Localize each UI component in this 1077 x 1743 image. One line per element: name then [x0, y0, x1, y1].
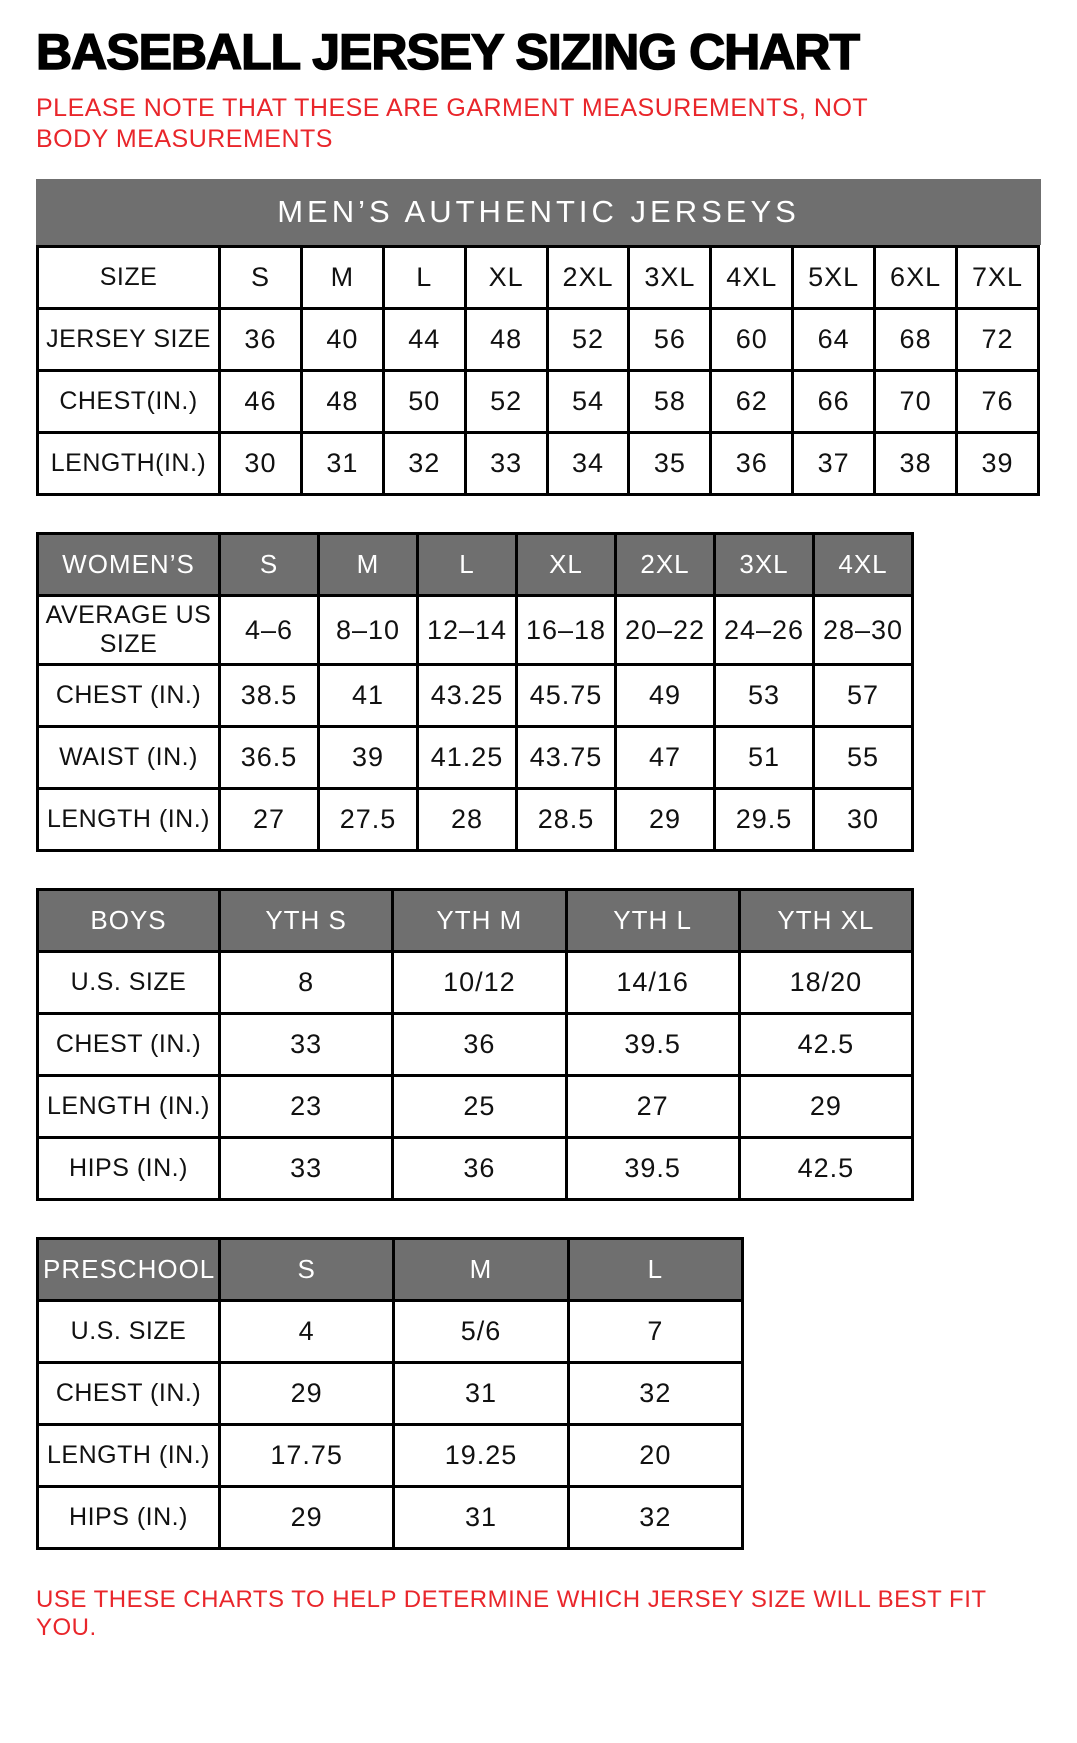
value-cell: 55 [814, 727, 913, 789]
value-cell: 4–6 [220, 596, 319, 665]
table-row [38, 1076, 913, 1138]
row-label: CHEST (IN.) [38, 1014, 220, 1076]
value-cell: 31 [394, 1363, 568, 1425]
header-cell: PRESCHOOL [38, 1239, 220, 1301]
row-label: LENGTH (IN.) [38, 1076, 220, 1138]
value-cell: 50 [383, 371, 465, 433]
table-row [38, 433, 1039, 495]
value-cell: 72 [957, 309, 1039, 371]
value-cell: 32 [568, 1487, 742, 1549]
value-cell: 42.5 [739, 1138, 912, 1200]
mens-table-section [36, 179, 1041, 496]
value-cell: 19.25 [394, 1425, 568, 1487]
table-row [38, 1363, 743, 1425]
value-cell: 52 [547, 309, 629, 371]
value-cell: 46 [220, 371, 302, 433]
value-cell: 29 [616, 789, 715, 851]
value-cell: 48 [465, 309, 547, 371]
value-cell: 8–10 [319, 596, 418, 665]
value-cell: 56 [629, 309, 711, 371]
value-cell: 31 [394, 1487, 568, 1549]
value-cell: 34 [547, 433, 629, 495]
header-cell: M [394, 1239, 568, 1301]
value-cell: 33 [465, 433, 547, 495]
header-cell: YTH L [566, 890, 739, 952]
value-cell: 32 [568, 1363, 742, 1425]
table-row [38, 1014, 913, 1076]
measurement-note: PLEASE NOTE THAT THESE ARE GARMENT MEASUREMENTS, NOT BODY MEASUREMENTS [36, 93, 868, 153]
value-cell: 39 [957, 433, 1039, 495]
value-cell: 27.5 [319, 789, 418, 851]
value-cell: 30 [814, 789, 913, 851]
value-cell: 4XL [711, 247, 793, 309]
row-label: CHEST (IN.) [38, 1363, 220, 1425]
row-label: JERSEY SIZE [38, 309, 220, 371]
header-cell: L [418, 534, 517, 596]
value-cell: 10/12 [393, 952, 566, 1014]
value-cell: 39.5 [566, 1014, 739, 1076]
table-row [38, 789, 913, 851]
value-cell: 60 [711, 309, 793, 371]
value-cell: S [220, 247, 302, 309]
value-cell: 68 [875, 309, 957, 371]
value-cell: 17.75 [220, 1425, 394, 1487]
value-cell: 36.5 [220, 727, 319, 789]
row-label: SIZE [38, 247, 220, 309]
row-label: WAIST (IN.) [38, 727, 220, 789]
value-cell: 44 [383, 309, 465, 371]
row-label: LENGTH(IN.) [38, 433, 220, 495]
value-cell: M [301, 247, 383, 309]
value-cell: 45.75 [517, 665, 616, 727]
value-cell: 25 [393, 1076, 566, 1138]
header-cell: 2XL [616, 534, 715, 596]
header-cell: YTH XL [739, 890, 912, 952]
value-cell: 32 [383, 433, 465, 495]
value-cell: 51 [715, 727, 814, 789]
value-cell: 27 [566, 1076, 739, 1138]
row-label: LENGTH (IN.) [38, 1425, 220, 1487]
value-cell: 47 [616, 727, 715, 789]
value-cell: 36 [393, 1138, 566, 1200]
header-cell: M [319, 534, 418, 596]
value-cell: 70 [875, 371, 957, 433]
womens-table-section [36, 532, 1041, 852]
value-cell: 20–22 [616, 596, 715, 665]
table-row [38, 1239, 743, 1301]
value-cell: 20 [568, 1425, 742, 1487]
value-cell: 35 [629, 433, 711, 495]
value-cell: 36 [711, 433, 793, 495]
header-cell: YTH S [220, 890, 393, 952]
value-cell: 2XL [547, 247, 629, 309]
value-cell: 14/16 [566, 952, 739, 1014]
row-label: HIPS (IN.) [38, 1138, 220, 1200]
header-cell: WOMEN’S [38, 534, 220, 596]
boys-table-section [36, 888, 1041, 1201]
value-cell: 7 [568, 1301, 742, 1363]
row-label: CHEST(IN.) [38, 371, 220, 433]
preschool-table-section [36, 1237, 1041, 1550]
footer-note: USE THESE CHARTS TO HELP DETERMINE WHICH JERSEY SIZE WILL BEST FIT YOU. [36, 1586, 987, 1641]
value-cell: 28–30 [814, 596, 913, 665]
womens-sizing-table [36, 532, 914, 852]
row-label: CHEST (IN.) [38, 665, 220, 727]
value-cell: 38.5 [220, 665, 319, 727]
value-cell: 40 [301, 309, 383, 371]
value-cell: 64 [793, 309, 875, 371]
value-cell: 36 [393, 1014, 566, 1076]
value-cell: 18/20 [739, 952, 912, 1014]
value-cell: 28.5 [517, 789, 616, 851]
value-cell: 29 [220, 1363, 394, 1425]
value-cell: 24–26 [715, 596, 814, 665]
value-cell: 5/6 [394, 1301, 568, 1363]
value-cell: 23 [220, 1076, 393, 1138]
value-cell: 54 [547, 371, 629, 433]
row-label: U.S. SIZE [38, 1301, 220, 1363]
value-cell: 27 [220, 789, 319, 851]
mens-sizing-table [36, 245, 1040, 496]
value-cell: 31 [301, 433, 383, 495]
value-cell: 38 [875, 433, 957, 495]
table-row [38, 371, 1039, 433]
page-title: BASEBALL JERSEY SIZING CHART [36, 24, 860, 80]
table-row [38, 890, 913, 952]
value-cell: 33 [220, 1014, 393, 1076]
value-cell: 57 [814, 665, 913, 727]
value-cell: XL [465, 247, 547, 309]
header-cell: S [220, 534, 319, 596]
value-cell: 29.5 [715, 789, 814, 851]
table-row [38, 952, 913, 1014]
value-cell: 16–18 [517, 596, 616, 665]
value-cell: 49 [616, 665, 715, 727]
value-cell: 53 [715, 665, 814, 727]
value-cell: 12–14 [418, 596, 517, 665]
value-cell: 76 [957, 371, 1039, 433]
mens-banner: MEN’S AUTHENTIC JERSEYS [36, 179, 1041, 245]
value-cell: 43.75 [517, 727, 616, 789]
table-row [38, 1487, 743, 1549]
preschool-sizing-table [36, 1237, 744, 1550]
value-cell: 36 [220, 309, 302, 371]
header-cell: BOYS [38, 890, 220, 952]
table-row [38, 309, 1039, 371]
value-cell: 39 [319, 727, 418, 789]
table-row [38, 247, 1039, 309]
value-cell: 43.25 [418, 665, 517, 727]
table-row [38, 1425, 743, 1487]
table-row [38, 727, 913, 789]
table-row [38, 596, 913, 665]
header-cell: XL [517, 534, 616, 596]
table-row [38, 1138, 913, 1200]
value-cell: 62 [711, 371, 793, 433]
value-cell: 41.25 [418, 727, 517, 789]
value-cell: 33 [220, 1138, 393, 1200]
table-row [38, 1301, 743, 1363]
value-cell: 3XL [629, 247, 711, 309]
value-cell: 6XL [875, 247, 957, 309]
value-cell: 4 [220, 1301, 394, 1363]
value-cell: 42.5 [739, 1014, 912, 1076]
table-row [38, 534, 913, 596]
header-cell: 4XL [814, 534, 913, 596]
value-cell: 52 [465, 371, 547, 433]
table-row [38, 665, 913, 727]
value-cell: 48 [301, 371, 383, 433]
value-cell: 28 [418, 789, 517, 851]
boys-sizing-table [36, 888, 914, 1201]
value-cell: L [383, 247, 465, 309]
value-cell: 37 [793, 433, 875, 495]
row-label: LENGTH (IN.) [38, 789, 220, 851]
value-cell: 39.5 [566, 1138, 739, 1200]
value-cell: 58 [629, 371, 711, 433]
value-cell: 8 [220, 952, 393, 1014]
header-cell: 3XL [715, 534, 814, 596]
value-cell: 41 [319, 665, 418, 727]
row-label: U.S. SIZE [38, 952, 220, 1014]
value-cell: 66 [793, 371, 875, 433]
value-cell: 30 [220, 433, 302, 495]
value-cell: 5XL [793, 247, 875, 309]
header-cell: S [220, 1239, 394, 1301]
header-cell: L [568, 1239, 742, 1301]
value-cell: 29 [739, 1076, 912, 1138]
value-cell: 29 [220, 1487, 394, 1549]
value-cell: 7XL [957, 247, 1039, 309]
header-cell: YTH M [393, 890, 566, 952]
row-label: AVERAGE US SIZE [38, 596, 220, 665]
row-label: HIPS (IN.) [38, 1487, 220, 1549]
